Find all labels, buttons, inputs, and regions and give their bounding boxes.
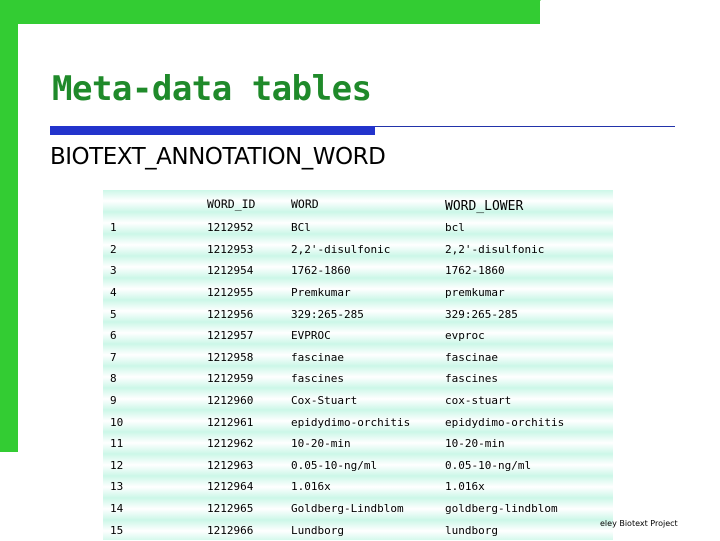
row-index-cell: 14: [110, 502, 124, 516]
word-id-cell: 1212956: [207, 307, 254, 321]
row-index-cell: 1: [110, 221, 117, 235]
table-row: [103, 282, 613, 304]
word-id-cell: 1212958: [207, 350, 254, 364]
word-id-cell: 1212960: [207, 394, 254, 408]
row-index-cell: 8: [110, 372, 117, 386]
table-header-row: [103, 190, 613, 217]
top-band-wedge: [515, 0, 541, 24]
row-index-cell: 2: [110, 242, 117, 256]
word-cell: 1.016x: [291, 480, 331, 494]
meta-data-table-panel: [103, 190, 613, 540]
word-lower-cell: lundborg: [445, 523, 498, 537]
table-row: [103, 325, 613, 347]
title-underline-bar: [50, 126, 375, 135]
word-lower-cell: 2,2'-disulfonic: [445, 242, 545, 256]
row-index-cell: 5: [110, 307, 117, 321]
column-header-word-lower: WORD_LOWER: [445, 199, 524, 214]
row-index-cell: 10: [110, 415, 124, 429]
word-lower-cell: 1.016x: [445, 480, 485, 494]
word-id-cell: 1212959: [207, 372, 254, 386]
word-cell: EVPROC: [291, 329, 331, 343]
word-id-cell: 1212957: [207, 329, 254, 343]
word-lower-cell: epidydimo-orchitis: [445, 415, 565, 429]
word-id-cell: 1212952: [207, 221, 254, 235]
word-cell: Premkumar: [291, 286, 351, 300]
word-cell: Lundborg: [291, 523, 344, 537]
word-cell: fascines: [291, 372, 344, 386]
word-lower-cell: premkumar: [445, 286, 505, 300]
column-header-word: WORD: [291, 196, 319, 211]
table-row: [103, 303, 613, 325]
word-cell: Goldberg-Lindblom: [291, 502, 404, 516]
word-cell: fascinae: [291, 350, 344, 364]
table-row: [103, 368, 613, 390]
word-id-cell: 1212962: [207, 437, 254, 451]
word-cell: Cox-Stuart: [291, 394, 358, 408]
table-row: [103, 455, 613, 477]
word-id-cell: 1212961: [207, 415, 254, 429]
word-cell: BCl: [291, 221, 311, 235]
title-underline-rule: [375, 126, 675, 127]
word-lower-cell: cox-stuart: [445, 394, 512, 408]
word-cell: 2,2'-disulfonic: [291, 242, 391, 256]
word-lower-cell: goldberg-lindblom: [445, 502, 558, 516]
word-lower-cell: bcl: [445, 221, 465, 235]
word-id-cell: 1212965: [207, 502, 254, 516]
table-row: [103, 390, 613, 412]
column-header-word-id: WORD_ID: [207, 196, 256, 211]
word-cell: epidydimo-orchitis: [291, 415, 411, 429]
column-header-index: [103, 190, 200, 217]
word-lower-cell: evproc: [445, 329, 485, 343]
word-id-cell: 1212955: [207, 286, 254, 300]
word-lower-cell: 10-20-min: [445, 437, 505, 451]
row-index-cell: 15: [110, 523, 124, 537]
row-index-cell: 3: [110, 264, 117, 278]
word-lower-cell: 329:265-285: [445, 307, 518, 321]
word-id-cell: 1212953: [207, 242, 254, 256]
table-name: BIOTEXT_ANNOTATION_WORD: [50, 144, 386, 170]
table-row: [103, 411, 613, 433]
top-green-band: [0, 0, 540, 24]
row-index-cell: 4: [110, 286, 117, 300]
row-index-cell: 13: [110, 480, 124, 494]
word-cell: 329:265-285: [291, 307, 364, 321]
word-cell: 10-20-min: [291, 437, 351, 451]
meta-data-table: [103, 190, 613, 541]
word-id-cell: 1212963: [207, 458, 254, 472]
row-index-cell: 12: [110, 458, 124, 472]
word-lower-cell: fascines: [445, 372, 498, 386]
slide-title: Meta-data tables: [52, 69, 372, 109]
table-row: [103, 260, 613, 282]
table-row: [103, 217, 613, 239]
table-row: [103, 239, 613, 261]
word-lower-cell: fascinae: [445, 350, 498, 364]
footer-credit: eley Biotext Project: [600, 519, 678, 528]
row-index-cell: 6: [110, 329, 117, 343]
word-id-cell: 1212954: [207, 264, 254, 278]
row-index-cell: 11: [110, 437, 124, 451]
table-row: [103, 476, 613, 498]
table-row: [103, 519, 613, 541]
word-lower-cell: 0.05-10-ng/ml: [445, 458, 532, 472]
table-row: [103, 433, 613, 455]
word-id-cell: 1212966: [207, 523, 254, 537]
table-row: [103, 498, 613, 520]
row-index-cell: 9: [110, 394, 117, 408]
table-row: [103, 347, 613, 369]
word-cell: 1762-1860: [291, 264, 351, 278]
word-cell: 0.05-10-ng/ml: [291, 458, 378, 472]
row-index-cell: 7: [110, 350, 117, 364]
word-lower-cell: 1762-1860: [445, 264, 505, 278]
word-id-cell: 1212964: [207, 480, 254, 494]
left-green-band: [0, 0, 18, 452]
table-body: [103, 217, 613, 541]
